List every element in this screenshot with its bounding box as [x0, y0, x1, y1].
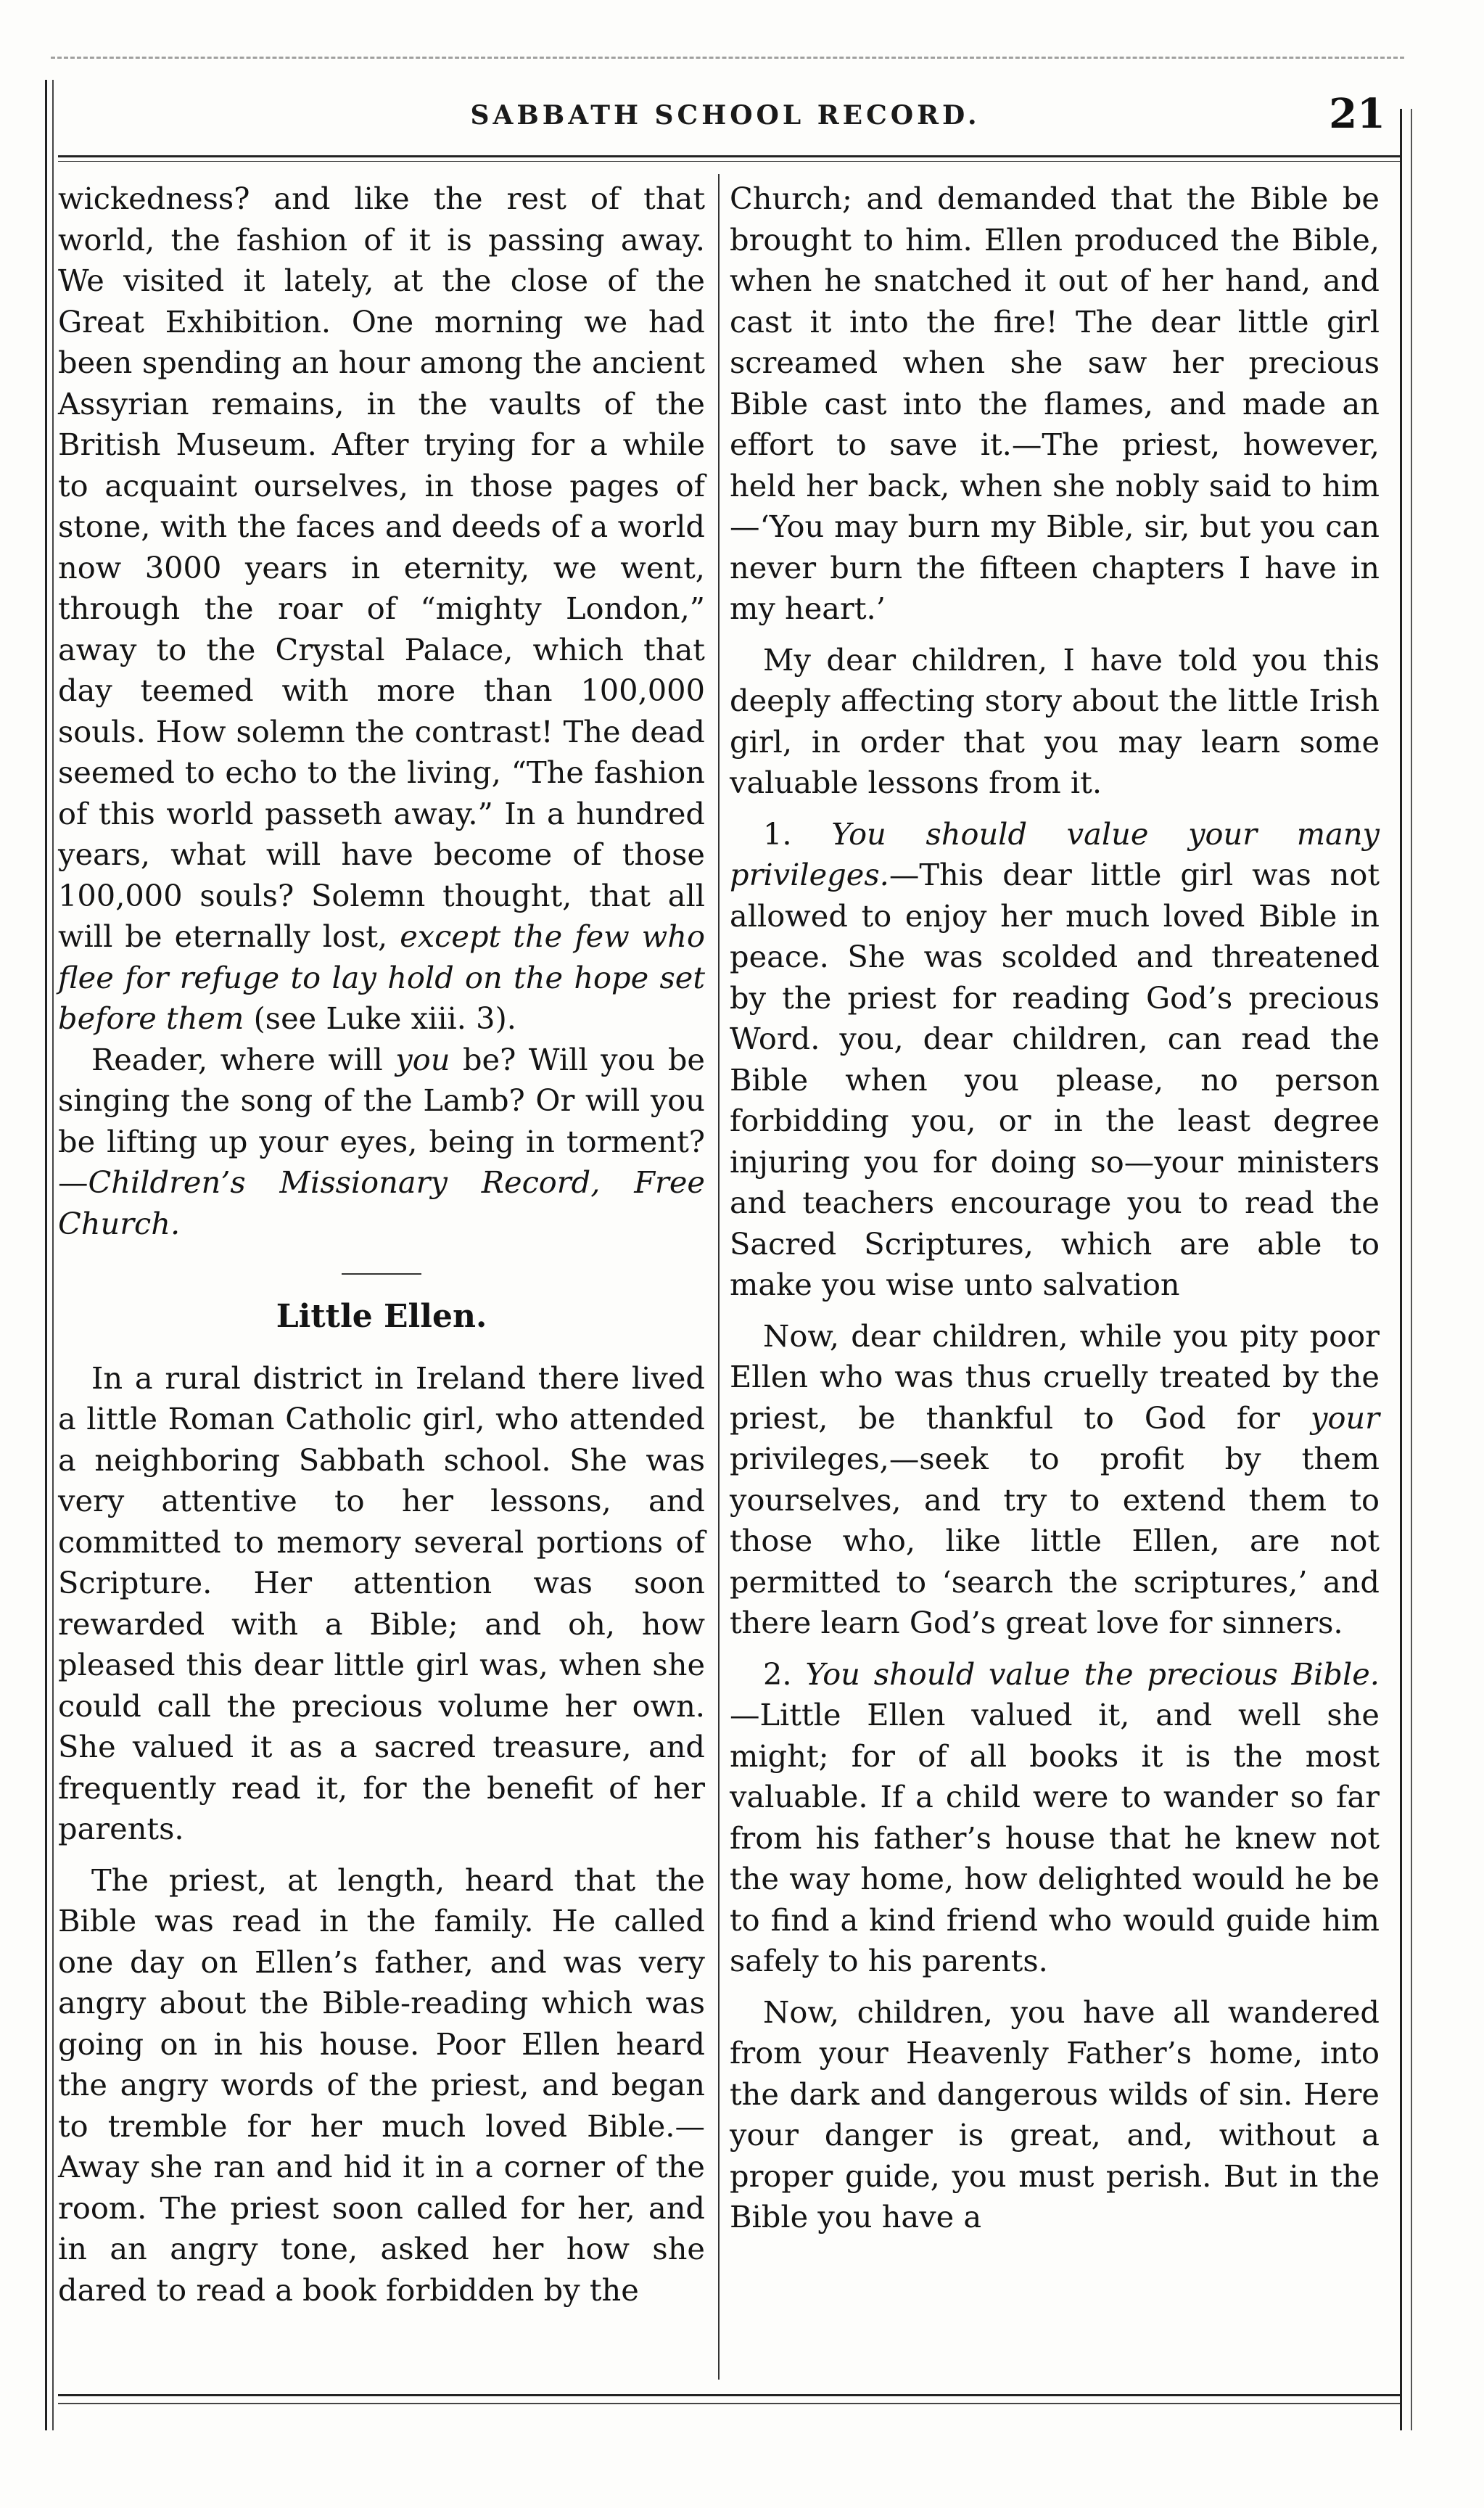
- paragraph: Church; and demanded that the Bible be brought to him. Ellen produced the Bible, when he snatched it out of her hand, and cast it into the fire! The dear little girl screamed when she saw her precious Bible cast into the flames, and made an effort to save it.—The priest, however, held her back, when she nobly said to him—‘You may burn my Bible, sir, but you can never burn the fifteen chapters I have in my heart.’: [730, 181, 1380, 626]
- italic-text: except the few who flee for refuge to lay hold on the hope set before them: [58, 918, 705, 1036]
- page-header: [58, 87, 1393, 152]
- paragraph-text: Now, dear children, while you pity poor Ellen who was thus cruelly treated by the priest, be thankful to God for: [730, 1317, 1380, 1436]
- footer-rule: [58, 2394, 1400, 2396]
- paragraph: [58, 178, 705, 1040]
- article-heading: Little Ellen.: [276, 1298, 487, 1335]
- right-frame-line-inner: [1411, 109, 1412, 2430]
- paragraph: The priest, at length, heard that the Bible was read in the family. He called one day on Ellen’s father, and was very angry about the Bible-reading which was going on in his house. Poor Ellen heard the angry words of the priest, and began to tremble for her much loved Bible.—Away she ran and hid it in a corner of the room. The priest soon called for her, and in an angry tone, asked her how she dared to read a book forbidden by the: [58, 1862, 705, 2308]
- numbered-paragraph: [730, 814, 1380, 1306]
- running-head: SABBATH SCHOOL RECORD.: [470, 100, 981, 131]
- paragraph-text: be? Will you be singing the song of the Lamb? Or will you be lifting up your eyes, being in torment?—: [58, 1041, 705, 1200]
- paragraph: Now, children, you have all wandered from your Heavenly Father’s home, into the dark and dangerous wilds of sin. Here your danger is great, and, without a proper guide, you must perish. But in the Bible you have a: [730, 1994, 1380, 2234]
- right-frame-line: [1400, 109, 1402, 2430]
- italic-text: your: [1311, 1399, 1380, 1436]
- paragraph-text: Reader, where will: [91, 1041, 383, 1077]
- page-number: 21: [1329, 90, 1385, 138]
- item-number: 1.: [763, 815, 792, 852]
- left-frame-line-inner: [52, 80, 54, 2430]
- paragraph-text: wickedness? and like the rest of that world, the fashion of it is passing away. We visited it lately, at the close of the Great Exhibition. One morning we had been spending an hour among the ancient Assyrian remains, in the vaults of the British Museum. After trying for a while to acquaint ourselves, in those pages of stone, with the faces and deeds of a world now 3000 years in eternity, we went, through the roar of “mighty London,” away to the Crystal Palace, which that day teemed with more than 100,000 souls. How solemn the contrast! The dead seemed to echo to the living, “The fashion of this world passeth away.” In a hundred years, what will have become of those 100,000 souls? Solemn thought, that all will be eternally lost,: [58, 181, 705, 954]
- left-column: [58, 178, 705, 2311]
- section-rule: [342, 1273, 421, 1275]
- left-frame-line: [45, 80, 47, 2430]
- source-citation: Children’s Missionary Record, Free Church.: [58, 1164, 705, 1241]
- paragraph-text: (see Luke xiii. 3).: [253, 1000, 516, 1036]
- paragraph: My dear children, I have told you this deeply affecting story about the little Irish girl, in order that you may learn some valuable lessons from it.: [730, 641, 1380, 800]
- header-rule: [58, 155, 1400, 157]
- italic-text: You should value your many privileges.: [730, 815, 1380, 892]
- paragraph-text: —This dear little girl was not allowed to enjoy her much loved Bible in peace. She was scolded and threatened by the priest for reading God’s precious Word. you, dear children, can read the Bible when you please, no person forbidding you, or in the least degree injuring you for doing so—your ministers and teachers encourage you to read the Sacred Scriptures, which are able to make you wise unto salvation: [730, 857, 1380, 1302]
- item-number: 2.: [763, 1656, 792, 1692]
- paragraph: [730, 1316, 1380, 1644]
- right-column: [730, 178, 1380, 2238]
- header-rule-thin: [58, 161, 1400, 162]
- column-divider: [718, 174, 720, 2380]
- numbered-paragraph: [730, 1654, 1380, 1982]
- paragraph-text: —Little Ellen valued it, and well she might; for of all books it is the most valuable. If a child were to wander so far from his father’s house that he knew not the way home, how delighted would he be to find a kind friend who would guide him safely to his parents.: [730, 1697, 1380, 1978]
- paragraph: [58, 1040, 705, 1245]
- paragraph: In a rural district in Ireland there lived a little Roman Catholic girl, who attended a neighboring Sabbath school. She was very attentive to her lessons, and committed to memory several portions of Scripture. Her attention was soon rewarded with a Bible; and oh, how pleased this dear little girl was, when she could call the precious volume her own. She valued it as a sacred treasure, and frequently read it, for the benefit of her parents.: [58, 1360, 705, 1846]
- italic-text: You should value the precious Bible.: [805, 1656, 1380, 1692]
- paragraph-text: privileges,—seek to profit by them yourselves, and try to extend them to those who, like little Ellen, are not permitted to ‘search the scriptures,’ and there learn God’s great love for sinners.: [730, 1441, 1380, 1640]
- footer-rule-thin: [58, 2403, 1400, 2404]
- top-dashed-rule: [51, 57, 1404, 59]
- italic-text: you: [395, 1041, 450, 1077]
